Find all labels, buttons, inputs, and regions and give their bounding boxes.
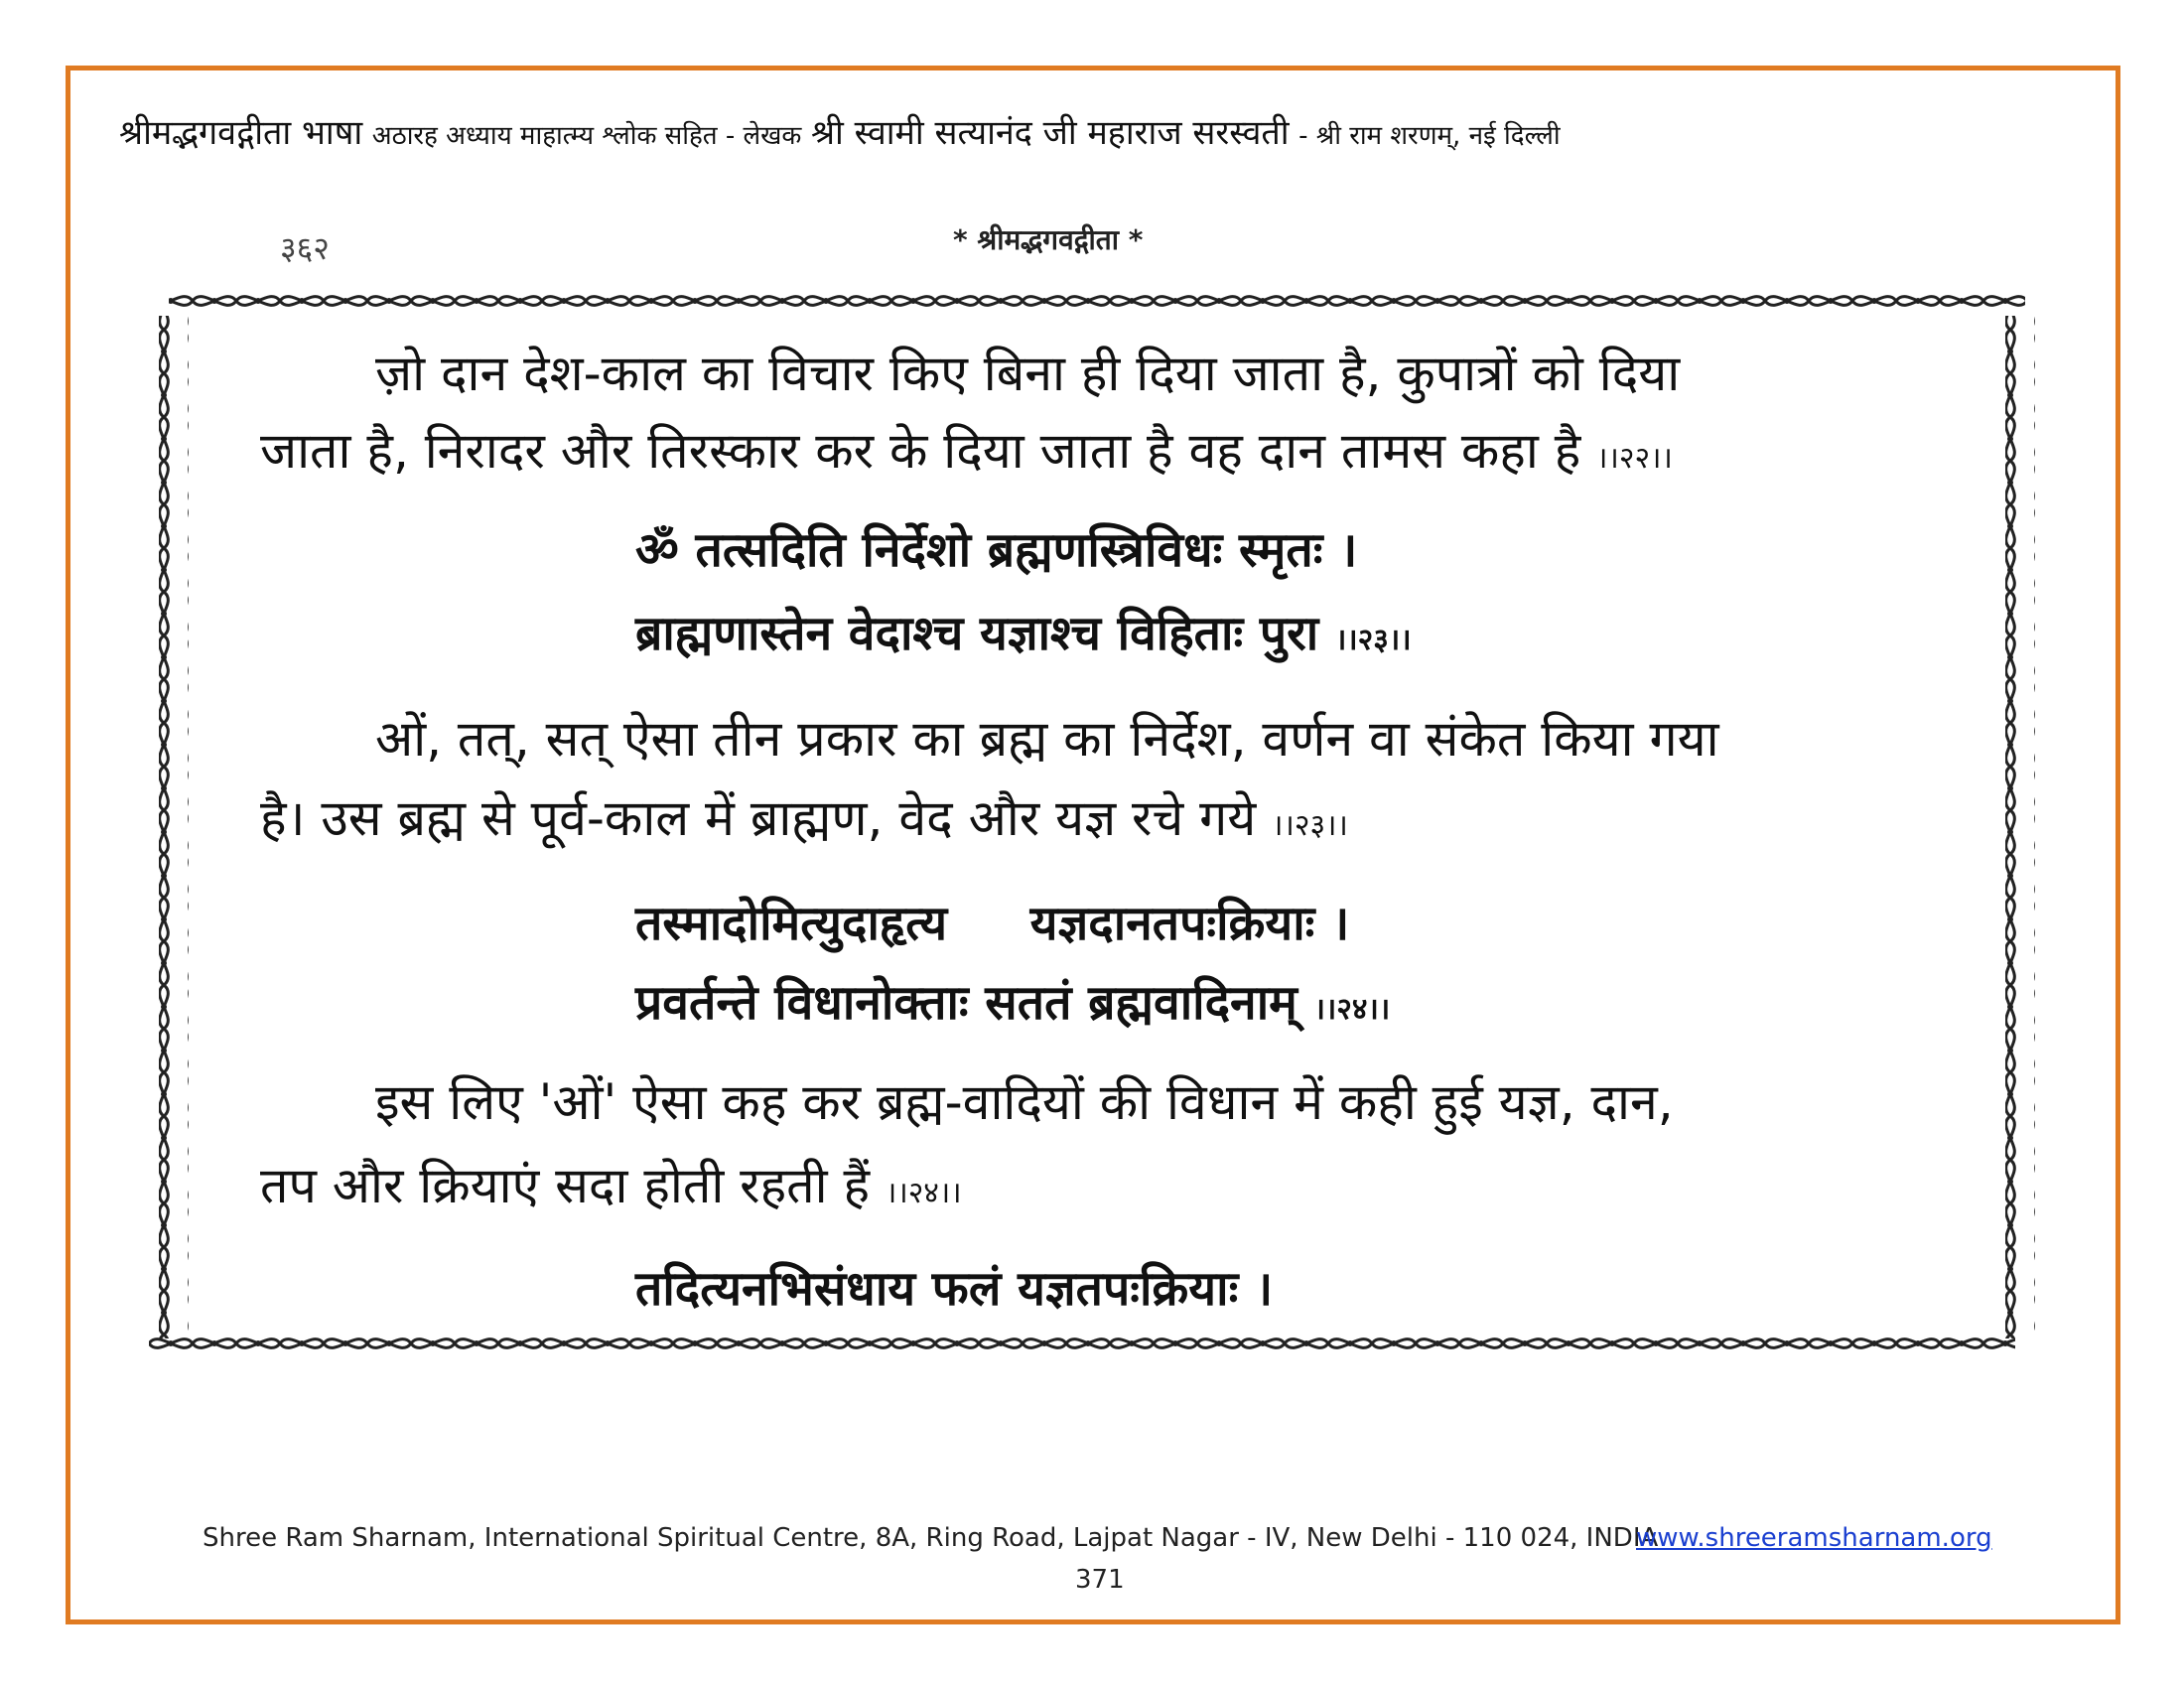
para-23-number: ।।२३।। (1272, 808, 1348, 843)
para-23-line-2-text: है। उस ब्रह्म से पूर्व-काल में ब्राह्मण, वेद और यज्ञ रचे गये (260, 789, 1257, 847)
page-header (119, 111, 2065, 158)
header-title-sub: अठारह अध्याय माहात्म्य श्लोक सहित - लेखक (371, 121, 802, 151)
footer-page-number: 371 (1075, 1565, 1125, 1595)
verse-24-line-2-text: प्रवर्तन्ते विधानोक्ताः सततं ब्रह्मवादिनाम् (635, 975, 1297, 1031)
verse-23-line-2-text: ब्राह्मणास्तेन वेदाश्च यज्ञाश्च विहिताः पुरा (635, 606, 1319, 661)
para-24-line-2-text: तप और क्रियाएं सदा होती रहती हैं (260, 1157, 871, 1214)
footer-website-link[interactable]: www.shreeramsharnam.org (1636, 1523, 1992, 1553)
para-23-line-2 (260, 776, 1348, 868)
header-title-main: श्रीमद्भगवद्गीता भाषा (119, 113, 363, 153)
verse-23-line-2 (635, 592, 1412, 682)
footer-address: Shree Ram Sharnam, International Spiritual Centre, 8A, Ring Road, Lajpat Nagar - IV, New Delhi - 110 024, INDIA (203, 1523, 1659, 1553)
verse-24-line-1: तस्मादोमित्युदाहृत्य यज्ञदानतपःक्रियाः । (635, 896, 1350, 951)
verse-23-line-1: ॐ तत्सदिति निर्देशो ब्रह्मणस्त्रिविधः स्मृतः । (635, 522, 1358, 578)
verse-24-line-2 (635, 961, 1390, 1052)
para-23-line-1: ओं, तत्, सत् ऐसा तीन प्रकार का ब्रह्म का निर्देश, वर्णन वा संकेत किया गया (375, 710, 1719, 768)
para-24-line-1: इस लिए 'ओं' ऐसा कह कर ब्रह्म-वादियों की विधान में कही हुई यज्ञ, दान, (375, 1073, 1674, 1131)
verse-23-number: ।।२३।। (1334, 623, 1412, 657)
para-24-number: ।।२४।। (885, 1176, 962, 1210)
para-22-number: ।।२२।। (1596, 441, 1673, 476)
scan-page-number: ३६२ (280, 229, 330, 267)
verse-24-number: ।।२४।। (1313, 992, 1391, 1027)
para-24-line-2 (260, 1144, 962, 1235)
para-22-line-2-text: जाता है, निरादर और तिरस्कार कर के दिया जाता है वह दान तामस कहा है (260, 422, 1581, 480)
header-author: श्री स्वामी सत्यानंद जी महाराज सरस्वती (810, 113, 1290, 153)
para-22-line-2 (260, 409, 1673, 500)
scan-running-title: * श्रीमद्भगवद्गीता * (953, 223, 1144, 256)
header-publisher: - श्री राम शरणम्, नई दिल्ली (1298, 121, 1561, 151)
verse-25-line-1: तदित्यनभिसंधाय फलं यज्ञतपःक्रियाः । (635, 1261, 1274, 1317)
para-22-line-1: ज़ो दान देश-काल का विचार किए बिना ही दिया जाता है, कुपात्रों को दिया (375, 345, 1681, 402)
